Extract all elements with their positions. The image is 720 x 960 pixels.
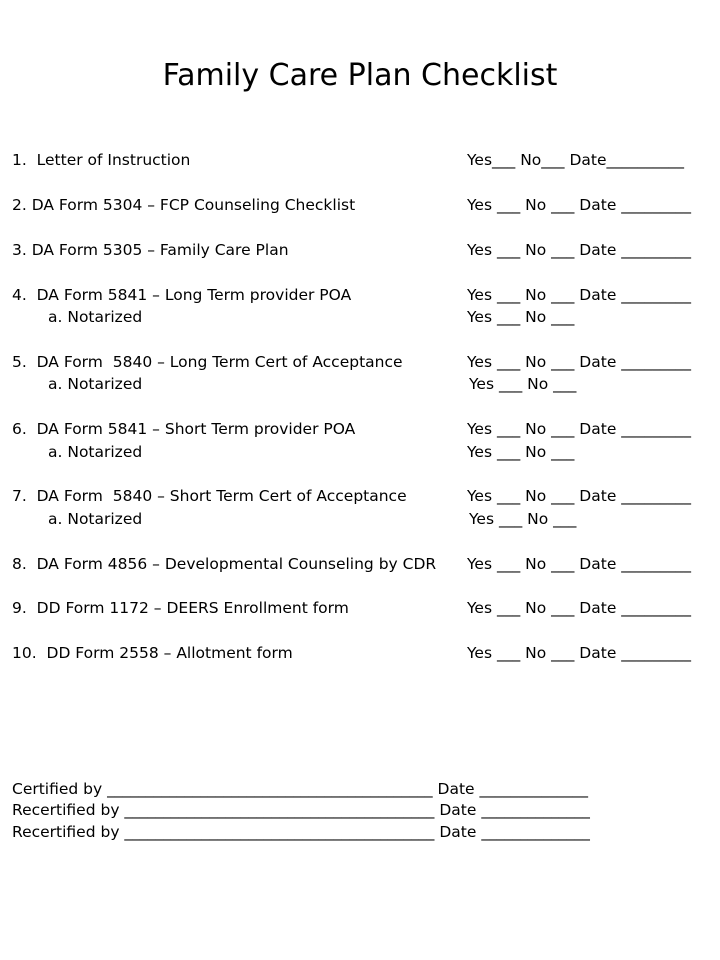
checklist-item-da-5841-long-term [0,284,720,306]
item-label: 3. DA Form 5305 – Family Care Plan [12,241,289,259]
item-yes-no-date: Yes ___ No ___ Date _________ [467,644,692,662]
subitem-label: a. Notarized [48,510,143,528]
subitem-yes-no: Yes ___ No ___ [469,375,577,393]
item-label: 8. DA Form 4856 – Developmental Counseling by CDR [12,555,437,573]
item-yes-no-date: Yes ___ No ___ Date _________ [467,599,692,617]
item-label: 1. Letter of Instruction [12,151,191,169]
item-label: 9. DD Form 1172 – DEERS Enrollment form [12,599,349,617]
subitem-yes-no: Yes ___ No ___ [467,308,575,326]
checklist-subitem-notarized [0,306,720,328]
item-yes-no-date: Yes ___ No ___ Date _________ [467,420,692,438]
checklist-item-da-5305 [0,239,720,261]
checklist-item-da-5841-short-term [0,418,720,440]
item-yes-no-date: Yes ___ No ___ Date _________ [467,196,692,214]
subitem-label: a. Notarized [48,375,143,393]
recertified-by-line: Recertified by ________________________________________ Date ______________ [12,823,590,841]
item-label: 10. DD Form 2558 – Allotment form [12,644,293,662]
checklist-subitem-notarized [0,373,720,395]
checklist-item-da-5840-long-term [0,351,720,373]
checklist-item-dd-1172 [0,597,720,619]
checklist-item-da-4856 [0,553,720,575]
item-yes-no-date: Yes ___ No ___ Date _________ [467,555,692,573]
item-label: 6. DA Form 5841 – Short Term provider POA [12,420,356,438]
checklist-subitem-notarized [0,508,720,530]
subitem-label: a. Notarized [48,443,143,461]
page-title: Family Care Plan Checklist [162,58,558,93]
subitem-yes-no: Yes ___ No ___ [467,443,575,461]
subitem-yes-no: Yes ___ No ___ [469,510,577,528]
certified-by-line: Certified by __________________________________________ Date ______________ [12,780,589,798]
checklist-item-da-5304 [0,194,720,216]
item-label: 2. DA Form 5304 – FCP Counseling Checklist [12,196,356,214]
item-yes-no-date: Yes ___ No ___ Date _________ [467,353,692,371]
item-label: 4. DA Form 5841 – Long Term provider POA [12,286,352,304]
checklist-item-letter-of-instruction [0,149,720,171]
checklist-item-da-5840-short-term [0,485,720,507]
item-yes-no-date: Yes___ No___ Date__________ [467,151,684,169]
item-label: 5. DA Form 5840 – Long Term Cert of Acceptance [12,353,403,371]
item-yes-no-date: Yes ___ No ___ Date _________ [467,487,692,505]
subitem-label: a. Notarized [48,308,143,326]
item-label: 7. DA Form 5840 – Short Term Cert of Acceptance [12,487,407,505]
item-yes-no-date: Yes ___ No ___ Date _________ [467,241,692,259]
checklist-item-dd-2558 [0,642,720,664]
item-yes-no-date: Yes ___ No ___ Date _________ [467,286,692,304]
checklist-subitem-notarized [0,441,720,463]
recertified-by-line: Recertified by ________________________________________ Date ______________ [12,801,590,819]
